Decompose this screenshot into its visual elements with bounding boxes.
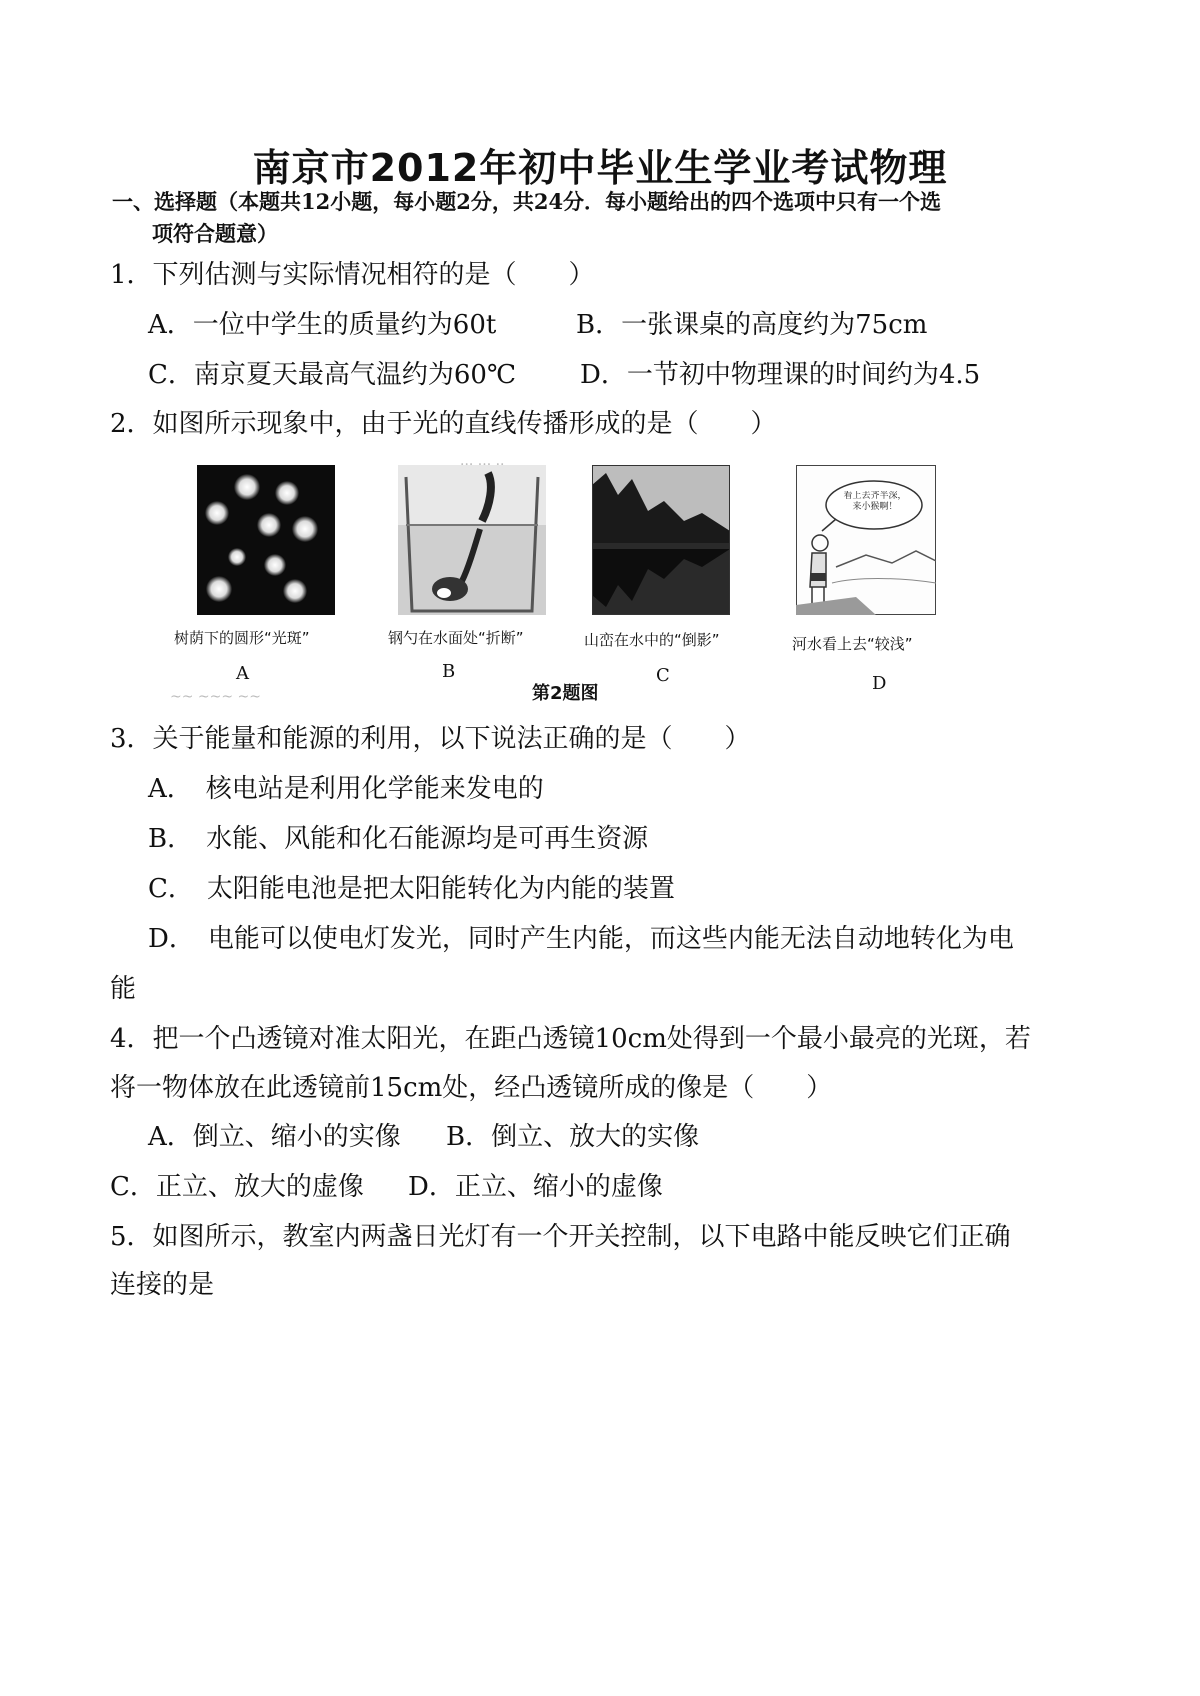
q5-stem: 5．如图所示，教室内两盏日光灯有一个开关控制，以下电路中能反映它们正确 — [110, 1222, 1011, 1252]
river-shallow-cartoon-image — [796, 465, 936, 615]
q2-figure — [160, 457, 990, 712]
figure-d-label: 河水看上去“较浅” — [792, 635, 913, 653]
q3-option-a: A． 核电站是利用化学能来发电的 — [148, 774, 544, 804]
q4-option-d: D．正立、缩小的虚像 — [408, 1172, 663, 1202]
q2-stem: 2．如图所示现象中，由于光的直线传播形成的是（ ） — [110, 409, 777, 439]
q3-option-b: B． 水能、风能和化石能源均是可再生资源 — [148, 824, 649, 854]
figure-b-label: 钢勺在水面处“折断” — [388, 629, 524, 647]
q3-stem: 3．关于能量和能源的利用，以下说法正确的是（ ） — [110, 724, 751, 754]
q4-option-b: B．倒立、放大的实像 — [446, 1122, 700, 1152]
q4-stem-cont: 将一物体放在此透镜前15cm处，经凸透镜所成的像是（ ） — [110, 1073, 833, 1103]
q3-option-c: C． 太阳能电池是把太阳能转化为内能的装置 — [148, 874, 675, 904]
light-spots-image — [197, 465, 335, 615]
q4-option-c: C．正立、放大的虚像 — [110, 1172, 364, 1202]
figure-c-letter: C — [656, 665, 670, 686]
page-title: 南京市2012年初中毕业生学业考试物理 — [252, 146, 948, 190]
q1-option-c: C．南京夏天最高气温约为60℃ — [148, 360, 517, 390]
figure-d-letter: D — [872, 673, 887, 694]
figure-a-letter: A — [236, 663, 249, 684]
q3-option-d: D． 电能可以使电灯发光，同时产生内能，而这些内能无法自动地转化为电 — [148, 924, 1014, 954]
q4-stem: 4．把一个凸透镜对准太阳光，在距凸透镜10cm处得到一个最小最亮的光斑，若 — [110, 1024, 1031, 1054]
scan-noise: ~~ ~~~ ~~ — [170, 689, 262, 705]
q1-option-a: A．一位中学生的质量约为60t — [148, 310, 497, 340]
q1-option-b: B．一张课桌的高度约为75cm — [576, 310, 928, 340]
figure-a-label: 树荫下的圆形“光斑” — [174, 629, 310, 647]
figure-c-label: 山峦在水中的“倒影” — [584, 631, 720, 649]
q1-stem: 1．下列估测与实际情况相符的是（ ） — [110, 260, 595, 290]
figure-b-letter: B — [442, 661, 456, 682]
spoon-in-water-image — [398, 465, 546, 615]
q3-option-d-cont: 能 — [110, 974, 137, 1004]
section-heading: 一、选择题（本题共12小题，每小题2分，共24分．每小题给出的四个选项中只有一个选 — [112, 189, 942, 214]
figure-caption: 第2题图 — [532, 683, 599, 704]
speech-bubble-text: 看上去齐半深，来小猴啊！ — [843, 491, 907, 512]
section-heading-cont: 项符合题意） — [152, 221, 278, 246]
q1-option-d: D．一节初中物理课的时间约为4.5 — [580, 360, 981, 390]
q5-stem-cont: 连接的是 — [110, 1270, 215, 1300]
mountain-reflection-image — [592, 465, 730, 615]
q4-option-a: A．倒立、缩小的实像 — [148, 1122, 401, 1152]
